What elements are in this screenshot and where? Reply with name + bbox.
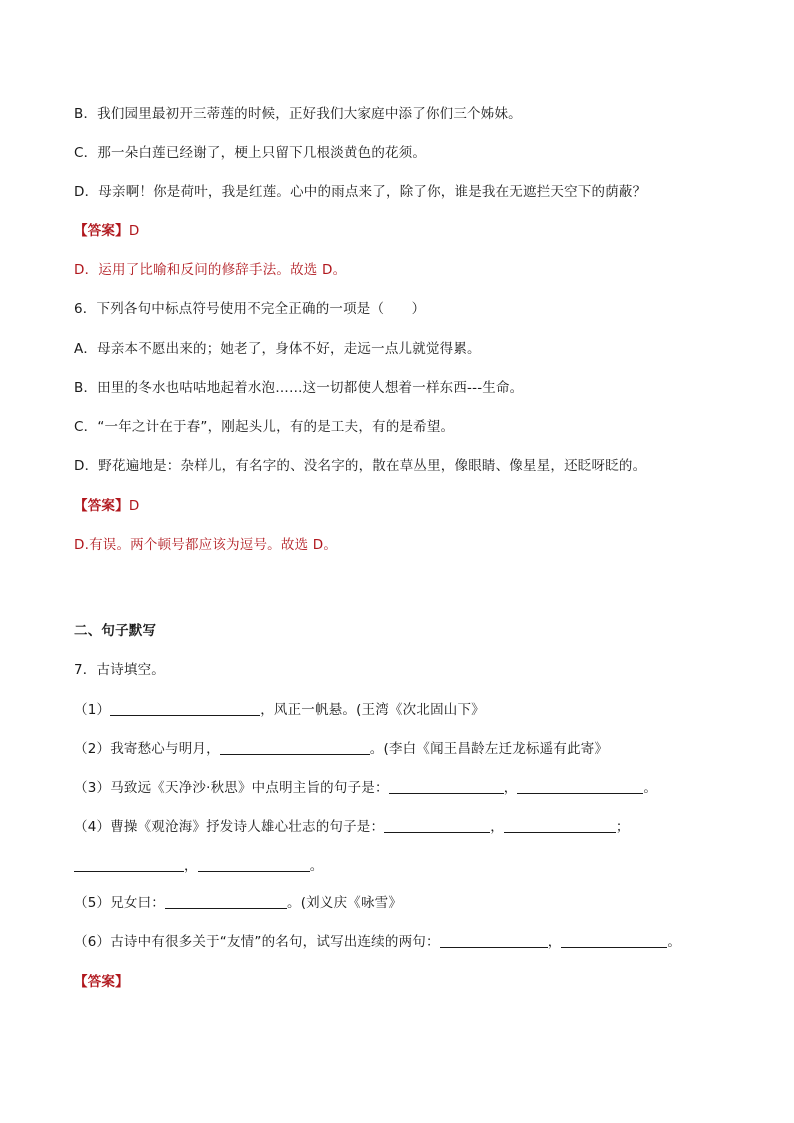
punctuation: ； — [615, 819, 630, 835]
fill-blank[interactable] — [198, 857, 310, 872]
item-number: （1） — [74, 702, 111, 718]
answer-value: D — [128, 498, 140, 514]
punctuation: ， — [184, 858, 198, 874]
punctuation: 。 — [309, 858, 324, 874]
q7-item-6 — [74, 932, 681, 952]
q6-option-b: B．田里的冬水也咕咕地起着水泡……这一切都使人想着一样东西---生命。 — [74, 380, 524, 396]
item-text: （2）我寄愁心与明月， — [74, 741, 220, 757]
item-text: （5）兄女曰： — [74, 895, 165, 911]
punctuation: 。 — [667, 934, 682, 950]
q5-option-d: D．母亲啊！你是荷叶，我是红莲。心中的雨点来了，除了你，谁是我在无遮拦天空下的荫蔽？ — [74, 184, 647, 200]
fill-blank[interactable] — [504, 818, 616, 833]
q6-stem: 6．下列各句中标点符号使用不完全正确的一项是（ ） — [74, 301, 426, 317]
fill-blank[interactable] — [561, 933, 667, 948]
answer-tag: 【答案】 — [74, 223, 129, 239]
fill-blank[interactable] — [389, 779, 504, 794]
q5-option-b: B．我们园里最初开三蒂莲的时候，正好我们大家庭中添了你们三个姊妹。 — [74, 106, 522, 122]
answer-tag: 【答案】 — [74, 498, 129, 514]
punctuation: 。 — [643, 780, 658, 796]
punctuation: ， — [503, 780, 518, 796]
q7-item-1 — [74, 700, 485, 720]
fill-blank[interactable] — [384, 818, 490, 833]
q7-item-2 — [74, 739, 608, 759]
punctuation: ， — [547, 934, 562, 950]
fill-blank[interactable] — [110, 701, 260, 716]
fill-blank[interactable] — [165, 894, 287, 909]
q6-option-c: C．“一年之计在于春”，刚起头儿，有的是工夫，有的是希望。 — [74, 419, 455, 435]
q7-item-5 — [74, 893, 402, 913]
q7-item-4 — [74, 817, 630, 837]
q6-option-a: A．母亲本不愿出来的；她老了，身体不好，走远一点儿就觉得累。 — [74, 341, 481, 357]
q7-answer-tag: 【答案】 — [74, 974, 129, 990]
item-text: （3）马致远《天净沙·秋思》中点明主旨的句子是： — [74, 780, 389, 796]
item-text: 。(刘义庆《咏雪》 — [287, 895, 403, 911]
fill-blank[interactable] — [74, 857, 184, 872]
item-text: ，风正一帆悬。(王湾《次北固山下》 — [260, 702, 485, 718]
q7-item-3 — [74, 778, 657, 798]
q5-explanation: D．运用了比喻和反问的修辞手法。故选 D。 — [74, 262, 347, 278]
item-text: （4）曹操《观沧海》抒发诗人雄心壮志的句子是： — [74, 819, 385, 835]
q5-answer — [74, 221, 139, 241]
q7-item-4-continued — [74, 856, 323, 876]
q6-explanation: D.有误。两个顿号都应该为逗号。故选 D。 — [74, 537, 338, 553]
q6-answer — [74, 496, 139, 516]
q6-option-d: D．野花遍地是：杂样儿，有名字的、没名字的，散在草丛里，像眼睛、像星星，还眨呀眨的。 — [74, 458, 647, 474]
fill-blank[interactable] — [440, 933, 548, 948]
punctuation: ， — [490, 819, 504, 835]
answer-value: D — [128, 223, 140, 239]
fill-blank[interactable] — [517, 779, 643, 794]
q7-stem: 7．古诗填空。 — [74, 662, 165, 678]
section-title: 二、句子默写 — [74, 623, 157, 639]
item-text: 。(李白《闻王昌龄左迁龙标遥有此寄》 — [369, 741, 609, 757]
item-text: （6）古诗中有很多关于“友情”的名句，试写出连续的两句： — [74, 934, 440, 950]
q5-option-c: C．那一朵白莲已经谢了，梗上只留下几根淡黄色的花须。 — [74, 145, 427, 161]
fill-blank[interactable] — [220, 740, 370, 755]
